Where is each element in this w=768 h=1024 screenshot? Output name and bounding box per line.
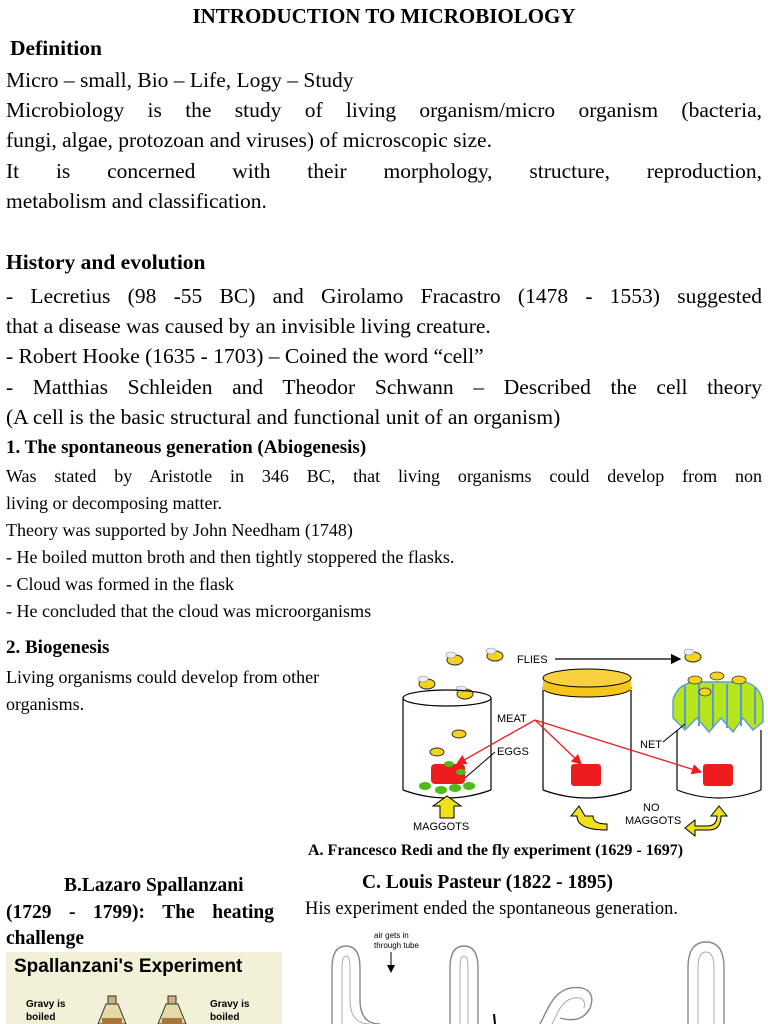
sealed-jar: [543, 669, 631, 798]
eggs-label: EGGS: [497, 746, 529, 758]
definition-para1-line2: fungi, algae, protozoan and viruses) of microscopic size.: [6, 128, 492, 152]
fly-icon: [430, 748, 444, 756]
gravy-boiled-label-left: Gravy is boiled: [26, 999, 66, 1023]
redi-figure-caption: A. Francesco Redi and the fly experiment (1629 - 1697): [308, 842, 684, 859]
gravy-boiled-label-right: Gravy is boiled: [210, 999, 250, 1023]
fly-icon: [486, 648, 503, 661]
spontaneous-para-line2: living or decomposing matter.: [6, 493, 222, 513]
fly-icon: [446, 652, 463, 665]
biogenesis-heading: 2. Biogenesis: [6, 637, 110, 658]
maggots-label: MAGGOTS: [413, 821, 470, 833]
history-item1-line1: - Lecretius (98 -55 BC) and Girolamo Fracastro (1478 - 1553) suggested: [6, 284, 762, 308]
curved-arrow-icon: [685, 806, 727, 836]
flask-icon: [98, 996, 126, 1024]
fly-icon: [456, 686, 473, 699]
biogenesis-para-line1: Living organisms could develop from other: [6, 667, 320, 687]
spallanzani-panel-title: Spallanzani's Experiment: [14, 956, 243, 977]
spontaneous-line1: Theory was supported by John Needham (1748): [6, 520, 353, 540]
air-note-line2: through tube: [374, 941, 419, 950]
redi-experiment-figure: [395, 640, 765, 840]
history-item1-line2: that a disease was caused by an invisible living creature.: [6, 314, 491, 338]
spallanzani-heading-line2: (1729 - 1799): The heating: [6, 902, 274, 923]
history-item3-line2: (A cell is the basic structural and functional unit of an organism): [6, 405, 561, 429]
spallanzani-experiment-panel: [6, 952, 282, 1024]
no-maggots-label: MAGGOTS: [625, 815, 682, 827]
fly-icon: [452, 730, 466, 738]
history-item2: - Robert Hooke (1635 - 1703) – Coined the word “cell”: [6, 344, 484, 368]
history-item3-line1: - Matthias Schleiden and Theodor Schwann – Described the cell theory: [6, 375, 762, 399]
meat-label: MEAT: [497, 713, 527, 725]
flask-icon: [158, 996, 186, 1024]
definition-para2-line1: It is concerned with their morphology, structure, reproduction,: [6, 159, 762, 183]
spallanzani-heading-line1: B.Lazaro Spallanzani: [64, 875, 244, 896]
spontaneous-para-line1: Was stated by Aristotle in 346 BC, that living organisms could develop from non: [6, 466, 762, 486]
flask-icons: [86, 994, 206, 1024]
page-title: INTRODUCTION TO MICROBIOLOGY: [192, 4, 576, 28]
definition-heading: Definition: [10, 36, 102, 60]
pasteur-heading: C. Louis Pasteur (1822 - 1895): [362, 872, 613, 893]
no-label: NO: [643, 802, 660, 814]
fly-icon: [418, 676, 435, 689]
definition-line: Micro – small, Bio – Life, Logy – Study: [6, 68, 354, 92]
fly-icon: [684, 649, 701, 662]
spontaneous-heading: 1. The spontaneous generation (Abiogenesis): [6, 437, 367, 458]
flies-label: FLIES: [517, 654, 548, 666]
net-label: NET: [640, 739, 662, 751]
open-jar: [403, 690, 491, 798]
definition-para2-line2: metabolism and classification.: [6, 189, 267, 213]
pasteur-swan-neck-flasks: [320, 928, 768, 1024]
spontaneous-line4: - He concluded that the cloud was microorganisms: [6, 601, 372, 621]
air-note-line1: air gets in: [374, 931, 409, 940]
definition-para1-line1: Microbiology is the study of living organism/micro organism (bacteria,: [6, 98, 762, 122]
netted-jar: [673, 672, 763, 798]
biogenesis-para-line2: organisms.: [6, 694, 85, 714]
pasteur-text: His experiment ended the spontaneous generation.: [305, 899, 678, 919]
up-arrow-icon: [433, 796, 461, 818]
spontaneous-line3: - Cloud was formed in the flask: [6, 574, 234, 594]
spontaneous-line2: - He boiled mutton broth and then tightly stoppered the flasks.: [6, 547, 455, 567]
curved-arrow-icon: [571, 806, 607, 830]
history-heading: History and evolution: [6, 250, 206, 274]
spallanzani-heading-line3: challenge: [6, 928, 84, 949]
